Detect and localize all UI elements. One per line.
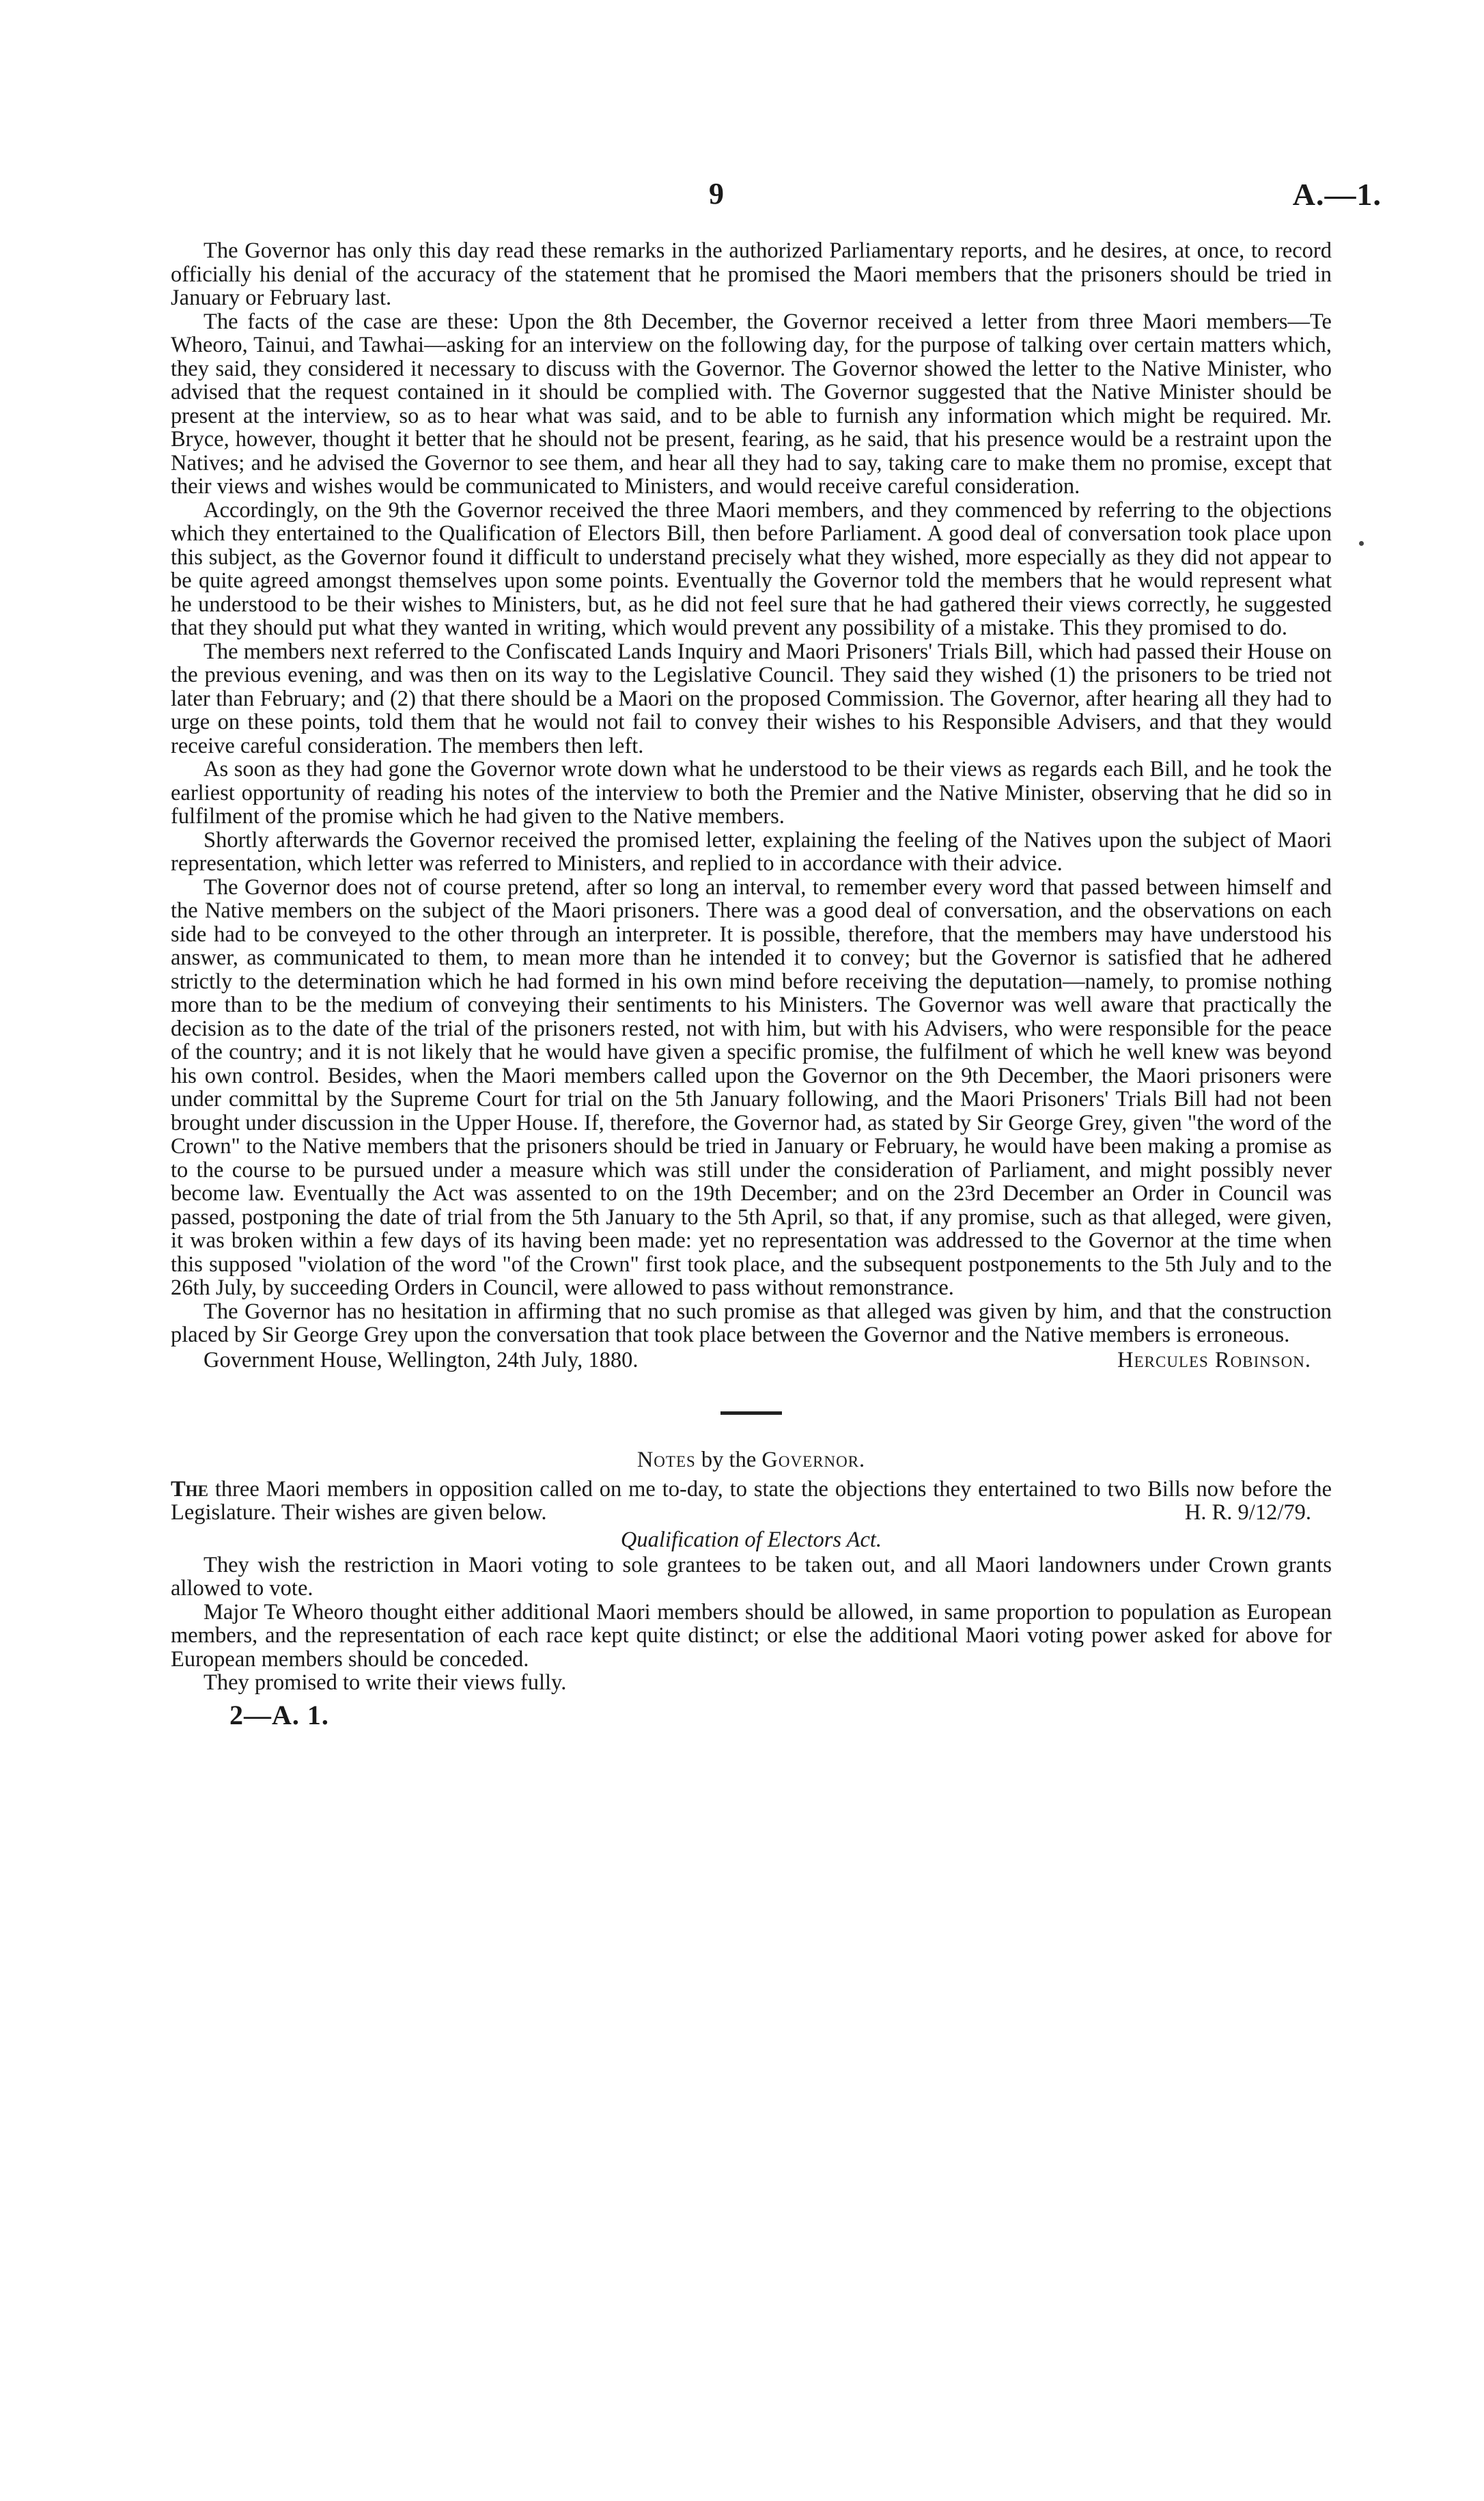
memo-paragraph: The members next referred to the Confiscated Lands Inquiry and Maori Prisoners' Trials Bill, which had passed their House on the previous evening, and was then on its way to the Legislative Council. They said they wished (1) the prisoners to be tried not later than February; and (2) that there should be a Maori on the proposed Commission. The Governor, after hearing all they had to urge on these points, told them that he would not fail to convey their wishes to his Responsible Advisers, and that they would receive careful consideration. The members then left. [171,639,1332,758]
document-body [171,239,1332,1731]
signature-name: Hercules Robinson. [1117,1347,1311,1372]
notes-paragraph: They promised to write their views fully. [204,1670,567,1695]
notes-initials-date: H. R. 9/12/79. [1168,1501,1311,1525]
notes-paragraph: Major Te Wheoro thought either additional Maori members should be allowed, in same proportion to population as European members, and the representation of each race kept quite distinct; or else the additional Maori voting power asked for above for European members should be conceded. [171,1599,1332,1672]
notes-heading-word: Notes [636,1447,696,1472]
notes-paragraph: They wish the restriction in Maori voting to sole grantees to be taken out, and all Maori landowners under Crown grants allowed to vote. [171,1552,1332,1601]
memo-paragraph: Shortly afterwards the Governor received the promised letter, explaining the feeling of the Natives upon the subject of Maori representation, which letter was referred to Ministers, and replied to in accordance with their advice. [171,827,1332,876]
series-reference: A.—1. [1292,177,1382,212]
memo-paragraph: The Governor has only this day read these remarks in the authorized Parliamentary reports, and he desires, at once, to record officially his denial of the accuracy of the statement that he promised the Maori members that the prisoners should be tried in January or February last. [171,238,1332,310]
notes-intro-text [171,1478,1332,1525]
notes-intro [171,1478,1332,1525]
memo-paragraph: As soon as they had gone the Governor wrote down what he understood to be their views as regards each Bill, and he took the earliest opportunity of reading his notes of the interview to both the Premier and the Native Minister, observing that he did so in fulfilment of the promise which he had given to the Native members. [171,757,1332,829]
notes-intro-body: three Maori members in opposition called on me to-day, to state the objections they entertained to two Bills now before the Legislature. Their wishes are given below. [171,1476,1332,1525]
notes-heading [171,1448,1332,1472]
memo-paragraph: Accordingly, on the 9th the Governor received the three Maori members, and they commenced by referring to the objections which they entertained to the Qualification of Electors Bill, then before Parliament. A good deal of conversation took place upon this subject, as the Governor found it difficult to understand precisely what they wished, more especially as they did not appear to be quite agreed amongst themselves upon some points. Eventually the Governor told the members that he would represent what he understood to be their wishes to Ministers, but, as he did not feel sure that he had gathered their views correctly, he suggested that they should put what they wanted in writing, which would prevent any possibility of a mistake. This they promised to do. [171,497,1332,640]
memo-paragraph: The Governor has no hesitation in affirming that no such promise as that alleged was given by him, and that the construction placed by Sir George Grey upon the conversation that took place between the Governor and the Native members is erroneous. [171,1299,1332,1347]
governor-memo [171,239,1332,1373]
signature-place-date: Government House, Wellington, 24th July, 1880. [204,1347,639,1372]
section-divider [720,1411,782,1415]
margin-speck [1359,541,1364,546]
page-number: 9 [709,177,724,210]
governor-notes [171,1448,1332,1695]
notes-intro-lead: The [171,1476,208,1502]
notes-heading-middle: by the [701,1447,757,1472]
memo-paragraph: The Governor does not of course pretend, after so long an interval, to remember every word that passed between himself and the Native members on the subject of the Maori prisoners. There was a good deal of conversation, and the observations on each side had to be conveyed to the other through an interpreter. It is possible, therefore, that the members may have understood his answer, as communicated to them, to mean more than he intended it to convey; but the Governor is satisfied that he adhered strictly to the determination which he had formed in his own mind before receiving the deputation—namely, to promise nothing more than to be the medium of conveying their sentiments to his Ministers. The Governor was well aware that practically the decision as to the date of the trial of the prisoners rested, not with him, but with his Advisers, who were responsible for the peace of the country; and it is not likely that he would have given a specific promise, the fulfilment of which he well knew was beyond his own control. Besides, when the Maori members called upon the Governor on the 9th December, the Maori prisoners were under committal by the Supreme Court for trial on the 5th January following, and the Maori Prisoners' Trials Bill had not been brought under discussion in the Upper House. If, therefore, the Governor had, as stated by Sir George Grey, given "the word of the Crown" to the Native members that the prisoners should be tried in January or February, he would have been making a promise as to the course to be pursued under a measure which was still under the consideration of Parliament, and might possibly never become law. Eventually the Act was assented to on the 19th December; and on the 23rd December an Order in Council was passed, postponing the date of trial from the 5th January to the 5th April, so that, if any promise, such as that alleged, were given, it was broken within a few days of its having been made: yet no representation was addressed to the Governor at the time when this supposed "violation of the word "of the Crown" first took place, and the subsequent postponements to the 5th July and to the 26th July, by succeeding Orders in Council, were allowed to pass without remonstrance. [171,874,1332,1300]
page-header [0,176,1484,224]
memo-paragraph: The facts of the case are these: Upon the 8th December, the Governor received a letter from three Maori members—Te Wheoro, Tainui, and Tawhai—asking for an interview on the following day, for the purpose of talking over certain matters which, they said, they considered it necessary to discuss with the Governor. The Governor showed the letter to the Native Minister, who advised that the request contained in it should be complied with. The Governor suggested that the Native Minister should be present at the interview, so as to hear what was said, and to be able to furnish any information which might be required. Mr. Bryce, however, thought it better that he should not be present, fearing, as he said, that his presence would be a restraint upon the Natives; and he advised the Governor to see them, and hear all they had to say, taking care to make them no promise, except that their views and wishes would be communicated to Ministers, and would receive careful consideration. [171,309,1332,499]
signature-line [171,1349,1332,1373]
notes-heading-title: Governor. [761,1447,866,1472]
sheet-signature-mark: 2—A. 1. [229,1699,329,1730]
notes-subheading: Qualification of Electors Act. [620,1527,882,1552]
